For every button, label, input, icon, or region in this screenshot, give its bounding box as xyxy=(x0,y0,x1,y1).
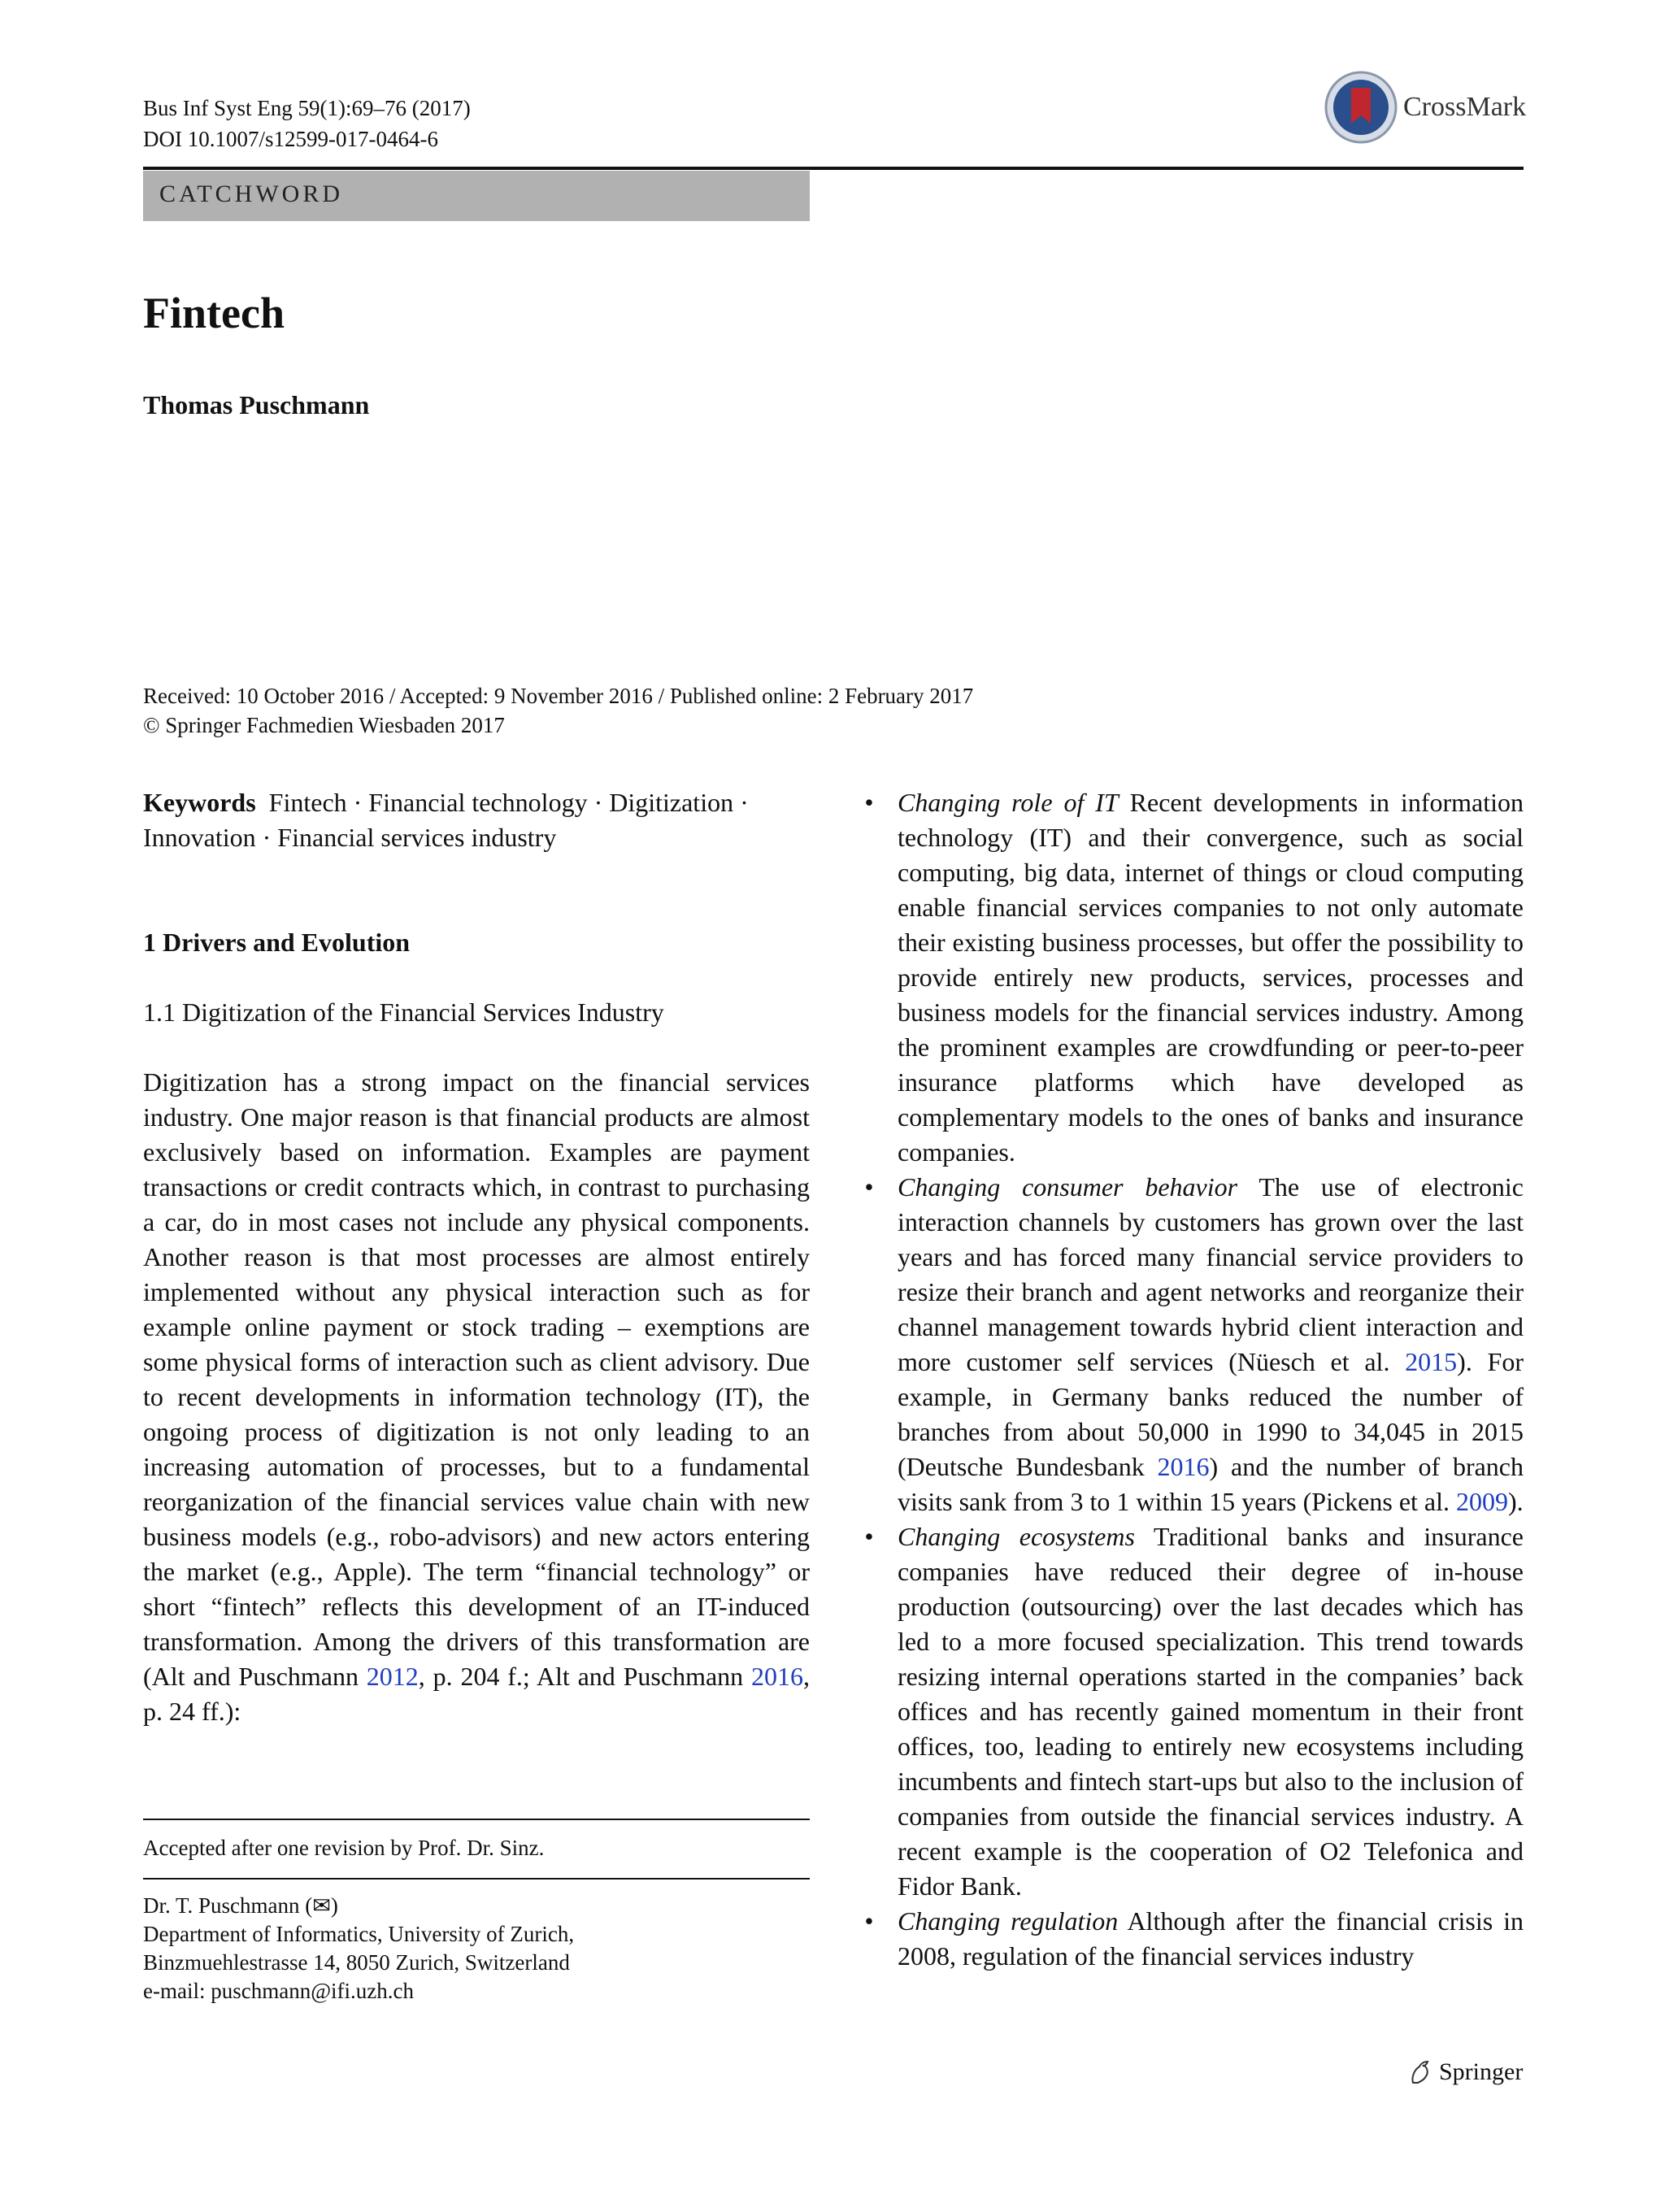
bullet-text: Recent developments in information technology (IT) and their convergence, such as social computing, big data, internet of things or cloud computing enable financial services companies to not only automate their existing business processes, but offer the possibility to provide entirely new products, services, processes and business models for the financial services industry. Among the prominent examples are crowdfunding or peer-to-peer insurance platforms which have developed as complementary models to the ones of banks and insurance companies. xyxy=(898,788,1524,1167)
publisher-name: Springer xyxy=(1439,2058,1524,2085)
keywords-label: Keywords xyxy=(143,788,256,817)
bullet-text: ) and the number of branch visits sank from 3 to 1 within 15 years (Pickens et al. xyxy=(898,1452,1524,1516)
publisher-logo xyxy=(1406,2058,1523,2086)
bullet-glyph: • xyxy=(864,1906,874,1936)
footnote-rule-2 xyxy=(143,1878,810,1880)
footnote-accepted: Accepted after one revision by Prof. Dr. Sinz. xyxy=(143,1836,545,1860)
article-dates xyxy=(143,681,973,740)
right-column xyxy=(859,785,1524,1974)
bullet-item xyxy=(859,1519,1524,1904)
para-text-main: Digitization has a strong impact on the financial services industry. One major reason is that financial products are almost exclusively based on information. Examples are payment transactions or credit contracts which, in contrast to purchasing a car, do in most cases not include any physical components. Another reason is that most processes are almost entirely implemented without any physical interaction such as for example online payment or stock trading – exemptions are some physical forms of interaction such as client advisory. Due to recent developments in information technology (IT), the ongoing process of digitization is not only leading to an increasing automation of processes, but to a fundamental reorganization of the financial services value chain with new business models (e.g., robo-advisors) and new actors entering the market (e.g., Apple). The term “financial technology” or short “fintech” reflects this development of an IT-induced transformation. Among the drivers of this transformation are (Alt and Puschmann xyxy=(143,1067,810,1691)
doi[interactable]: DOI 10.1007/s12599-017-0464-6 xyxy=(143,127,438,151)
bullet-term: Changing regulation xyxy=(898,1906,1119,1936)
bullet-term: Changing role of IT xyxy=(898,788,1119,817)
category-bar xyxy=(143,171,810,221)
author-address: Binzmuehlestrasse 14, 8050 Zurich, Switzerland xyxy=(143,1950,570,1975)
para-text-end: , p. 24 ff.): xyxy=(143,1662,810,1726)
bullet-text: Although after the financial crisis in 2008, regulation of the financial services industry xyxy=(898,1906,1524,1971)
author-affiliation xyxy=(143,1892,810,2006)
keywords-text: Fintech · Financial technology · Digitization · Innovation · Financial services industry xyxy=(143,788,749,852)
author-department: Department of Informatics, University of Zurich, xyxy=(143,1922,575,1946)
bullet-text: Traditional banks and insurance companies have reduced their degree of in-house production (outsourcing) over the last decades which has led to a more focused specialization. This trend towards resizing internal operations started in the companies’ back offices and has recently gained momentum in their front offices, too, leading to entirely new ecosystems including incumbents and fintech start-ups but also to the inclusion of companies from outside the financial services industry. A recent example is the cooperation of O2 Telefonica and Fidor Bank. xyxy=(898,1522,1524,1901)
bullet-text: ). xyxy=(1508,1487,1524,1516)
bullet-glyph: • xyxy=(864,1172,874,1202)
copyright-line: © Springer Fachmedien Wiesbaden 2017 xyxy=(143,713,505,737)
bullet-item xyxy=(859,1904,1524,1974)
bullet-text: The use of electronic interaction channels by customers has grown over the last years and has forced many financial service providers to resize their branch and agent networks and reorganize their channel management towards hybrid client interaction and more customer self services (Nüesch et al. xyxy=(898,1172,1524,1376)
bullet-text: ). For example, in Germany banks reduced the number of branches from about 50,000 in 1990 to 34,045 in 2015 (Deutsche Bundesbank xyxy=(898,1347,1524,1481)
author-name: Dr. T. Puschmann (✉) xyxy=(143,1893,338,1918)
bullet-term: Changing consumer behavior xyxy=(898,1172,1238,1202)
keywords xyxy=(143,785,810,855)
article-author: Thomas Puschmann xyxy=(143,390,370,419)
subsection-heading: 1.1 Digitization of the Financial Services Industry xyxy=(143,997,664,1027)
article-title: Fintech xyxy=(143,289,285,337)
citation-link-2012[interactable]: 2012 xyxy=(366,1662,419,1691)
section-heading: 1 Drivers and Evolution xyxy=(143,928,411,957)
bullet-term: Changing ecosystems xyxy=(898,1522,1135,1551)
journal-citation xyxy=(143,93,471,154)
crossmark-icon xyxy=(1324,70,1398,145)
header-rule xyxy=(143,167,1524,170)
bullet-item xyxy=(859,785,1524,1170)
citation-link-2009[interactable]: 2009 xyxy=(1456,1487,1509,1516)
left-column xyxy=(143,785,810,1729)
author-email[interactable]: e-mail: puschmann@ifi.uzh.ch xyxy=(143,1979,415,2003)
citation-link-2015[interactable]: 2015 xyxy=(1405,1347,1458,1376)
bullet-item xyxy=(859,1170,1524,1519)
intro-paragraph xyxy=(143,1065,810,1729)
crossmark-label: CrossMark xyxy=(1403,92,1527,122)
journal-line: Bus Inf Syst Eng 59(1):69–76 (2017) xyxy=(143,96,471,120)
category-label: CATCHWORD xyxy=(159,180,344,207)
bullet-glyph: • xyxy=(864,1522,874,1551)
citation-link-2016[interactable]: 2016 xyxy=(751,1662,803,1691)
dates-line: Received: 10 October 2016 / Accepted: 9 November 2016 / Published online: 2 February 2017 xyxy=(143,684,974,708)
bullet-glyph: • xyxy=(864,788,874,817)
springer-horse-icon xyxy=(1406,2058,1434,2086)
para-text-mid: , p. 204 f.; Alt and Puschmann xyxy=(418,1662,751,1691)
citation-link-2016[interactable]: 2016 xyxy=(1157,1452,1210,1481)
crossmark-badge[interactable] xyxy=(1324,68,1527,146)
footnote-rule-1 xyxy=(143,1819,810,1820)
